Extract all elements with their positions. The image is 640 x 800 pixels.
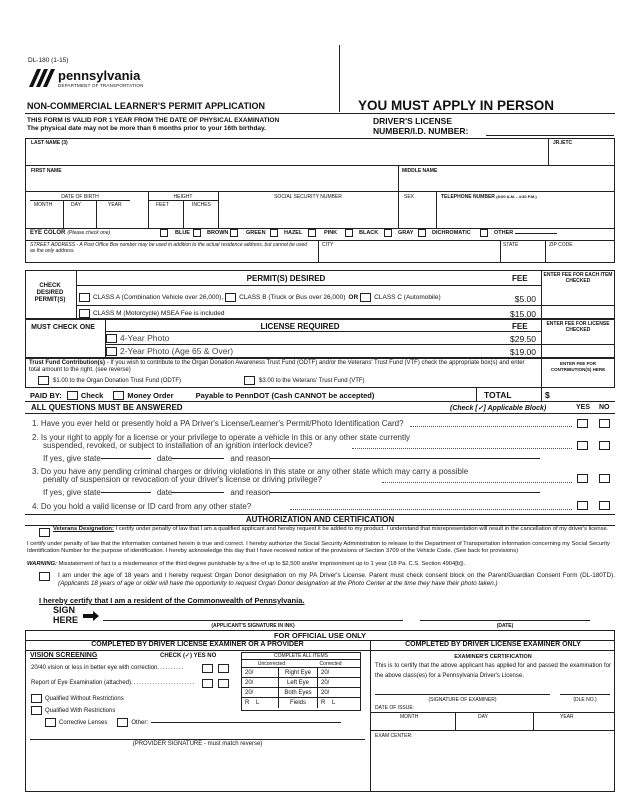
vision-20-40-no[interactable] <box>218 664 229 673</box>
pa-logo <box>27 67 57 91</box>
issue-month-label: MONTH <box>400 714 419 720</box>
provider-signature-caption: (PROVIDER SIGNATURE - must match reverse) <box>132 741 263 747</box>
examiner-cert-title: EXAMINER'S CERTIFICATION <box>454 654 532 660</box>
other-restriction-label: Other: <box>131 719 149 726</box>
license-2yr-checkbox[interactable] <box>106 347 117 356</box>
auth-header: AUTHORIZATION AND CERTIFICATION <box>245 515 395 524</box>
jr-field[interactable] <box>552 146 612 162</box>
or-label: OR <box>348 294 359 301</box>
street-label: STREET ADDRESS - A Post Office Box number may be used in addition to the actual residence address, but cannot be used as the only address. <box>30 242 308 254</box>
trust-vtf-row <box>244 376 365 385</box>
license-header: LICENSE REQUIRED <box>260 322 340 331</box>
dob-month-label: MONTH <box>34 202 53 208</box>
pay-money-order-checkbox[interactable] <box>113 391 124 400</box>
eye-opt-green[interactable]: GREEN <box>230 229 266 237</box>
check-note: (Check [✓] Applicable Block) <box>450 405 547 412</box>
applicant-signature-line[interactable] <box>103 620 403 621</box>
pay-money-order-label: Money Order <box>127 391 174 400</box>
complete-all-label: COMPLETE ALL ITEMS <box>242 653 360 660</box>
question-2-line2: suspended, revoked, or subject to installation of an ignition interlock device? <box>43 441 313 450</box>
question-4: 4. Do you hold a valid license or ID card from any other state? <box>32 502 252 511</box>
question-3-line2: penalty of suspension or revocation of your driver's license or driving privilege? <box>43 475 323 484</box>
qualified-without-row <box>31 694 124 703</box>
eye-opt-brown[interactable]: BROWN <box>193 229 228 237</box>
eye-opt-other[interactable]: OTHER <box>480 229 557 237</box>
height-inches-label: INCHES <box>192 202 211 208</box>
ssn-label: SOCIAL SECURITY NUMBER <box>274 194 342 200</box>
class-m-checkbox[interactable] <box>79 309 90 318</box>
q4-no-checkbox[interactable] <box>599 501 610 510</box>
questions-header: ALL QUESTIONS MUST BE ANSWERED <box>31 403 183 412</box>
vision-grid-row-right: 20/ Right Eye 20/ <box>242 668 360 678</box>
vision-check-header: CHECK (✓) YES NO <box>160 653 217 659</box>
report-eye-no[interactable] <box>218 679 229 688</box>
qualified-with-label: Qualified With Restrictions <box>45 707 116 714</box>
other-restriction-field[interactable] <box>151 722 341 723</box>
class-a-checkbox[interactable] <box>79 293 90 302</box>
other-restriction-checkbox[interactable] <box>117 718 128 727</box>
q3-state-field[interactable] <box>101 492 151 493</box>
vision-screening-label: VISION SCREENING <box>30 652 98 659</box>
trust-enter-fee: ENTER FEE FOR CONTRIBUTION(S) HERE <box>550 361 606 372</box>
question-3-line1: 3. Do you have any pending criminal charges or driving violations in this state or any other state which may carry a possible <box>32 467 469 476</box>
corrective-lenses-checkbox[interactable] <box>45 718 56 727</box>
m-fee: $15.00 <box>510 309 536 319</box>
official-left-header: COMPLETED BY DRIVER LICENSE EXAMINER OR A PROVIDER <box>91 641 304 648</box>
abc-fee: $5.00 <box>514 294 536 304</box>
class-m-label: CLASS M (Motorcycle) MSEA Fee is included <box>93 310 225 317</box>
permit-m-row <box>79 309 225 318</box>
logo-text: pennsylvania <box>58 68 141 83</box>
license-2yr-fee: $19.00 <box>510 347 536 357</box>
q1-no-checkbox[interactable] <box>599 419 610 428</box>
payable-note: Payable to PennDOT (Cash CANNOT be accepted) <box>195 391 375 400</box>
eye-opt-hazel[interactable]: HAZEL <box>270 229 302 237</box>
valid-notice: THIS FORM IS VALID FOR 1 YEAR FROM THE DATE OF PHYSICAL EXAMINATION <box>27 117 280 124</box>
physical-notice: The physical date may not be more than 6 months prior to your 16th birthday. <box>27 125 266 132</box>
q4-yes-checkbox[interactable] <box>577 501 588 510</box>
first-name-field[interactable] <box>30 174 395 189</box>
eye-color-row <box>30 230 110 236</box>
eye-opt-pink[interactable]: PINK <box>308 229 337 237</box>
warning-text: WARNING: Misstatement of fact is a misdemeanor of the third degree punishable by a fine of up to $2,500 and/or imprisonment up to 1 year (18 Pa. C.S. Section 4904[b]). <box>27 561 466 567</box>
dob-day-label: DAY <box>71 202 81 208</box>
height-label: HEIGHT <box>173 194 193 200</box>
veterans-text: Veterans Designation: I certify under penalty of law that I am a qualified applicant and hereby request it be added to my product. I understand that misrepresentation will result in the cancellation of my driver's license. <box>53 526 609 532</box>
payment-row <box>30 391 374 400</box>
vision-grid <box>241 652 361 711</box>
class-b-checkbox[interactable] <box>225 293 236 302</box>
trust-vtf-label: $3.00 to the Veterans' Trust Fund (VTF) <box>259 377 365 384</box>
vision-20-40-yes[interactable] <box>202 664 213 673</box>
q3-date-field[interactable] <box>172 492 224 493</box>
q1-yes-checkbox[interactable] <box>577 419 588 428</box>
vision-grid-row-both: 20/ Both Eyes 20/ <box>242 688 360 698</box>
q3-no-checkbox[interactable] <box>599 474 610 483</box>
dle-number-caption: (DLE NO.) <box>573 697 597 703</box>
yes-header: YES <box>576 404 591 411</box>
qualified-with-checkbox[interactable] <box>31 706 42 715</box>
class-c-label: CLASS C (Automobile) <box>374 294 441 301</box>
jr-label: JR./ETC <box>553 140 573 146</box>
official-use-header: FOR OFFICIAL USE ONLY <box>273 631 367 640</box>
applicant-date-caption: (DATE) <box>496 623 514 629</box>
q2-reason-field[interactable] <box>270 458 540 459</box>
report-eye-exam: Report of Eye Examination (attached)........................ <box>31 680 196 686</box>
organ-donor-text: I am under the age of 18 years and I hereby request Organ Donor designation on my PA Driver's License. Parent must check consent block on the Parent/Guardian Consent Form (DL-180TD). (Applicants 18 years of age or older will have the opportunity to request Organ Donor designation at the Photo Center at the time they have their photo taken.) <box>58 572 615 587</box>
eye-opt-gray[interactable]: GRAY <box>384 229 413 237</box>
qualified-without-label: Qualified Without Restrictions <box>45 695 124 702</box>
first-name-label: FIRST NAME <box>31 168 62 174</box>
q3-yes-checkbox[interactable] <box>577 474 588 483</box>
permits-fee-header: FEE <box>512 274 528 283</box>
exam-center-label: EXAM CENTER: <box>375 733 413 739</box>
resident-certify: I hereby certify that I am a resident of the Commonwealth of Pennsylvania. <box>39 596 305 605</box>
question-2-line1: 2. Is your right to apply for a license or your privilege to operate a vehicle in this or any other state currently <box>32 433 410 442</box>
dob-year-label: YEAR <box>108 202 122 208</box>
class-c-checkbox[interactable] <box>360 293 371 302</box>
qualified-with-row <box>31 706 115 715</box>
dle-number-line[interactable] <box>560 694 610 695</box>
trust-odtf-label: $1.00 to the Organ Donation Trust Fund (ODTF) <box>53 377 182 384</box>
telephone-label: TELEPHONE NUMBER (8:00 A.M. - 4:30 P.M.) <box>441 194 537 200</box>
q2-followup: If yes, give state date and reason <box>43 454 540 463</box>
no-header: NO <box>599 404 610 411</box>
sex-label: SEX <box>404 194 415 200</box>
examiner-signature-caption: (SIGNATURE OF EXAMINER) <box>428 697 497 703</box>
form-id: DL-180 (1-15) <box>28 57 69 64</box>
license-2yr-row <box>106 346 233 356</box>
permits-enter-fee: ENTER FEE FOR EACH ITEM CHECKED <box>543 272 613 284</box>
eye-opt-blue[interactable]: BLUE <box>160 229 190 237</box>
trust-odtf-checkbox[interactable] <box>38 376 49 385</box>
eye-color-label: EYE COLOR <box>30 230 66 236</box>
q2-date-field[interactable] <box>172 458 224 459</box>
eye-color-note: (Please check one) <box>67 230 111 236</box>
license-4yr-fee: $29.50 <box>510 334 536 344</box>
height-feet-label: FEET <box>156 202 169 208</box>
veterans-checkbox[interactable] <box>39 528 50 537</box>
eye-opt-dichromatic[interactable]: DICHROMATIC <box>418 229 471 237</box>
vision-grid-row-left: 20/ Left Eye 20/ <box>242 678 360 688</box>
corrective-lenses-label: Corrective Lenses <box>59 719 108 726</box>
trust-odtf-row <box>38 376 181 385</box>
license-4yr-row <box>106 333 169 343</box>
report-eye-yes[interactable] <box>202 679 213 688</box>
restrictions-row <box>45 718 341 727</box>
total-label: TOTAL <box>484 390 512 400</box>
q3-followup: If yes, give state date and reason <box>43 488 540 497</box>
organ-donor-checkbox[interactable] <box>39 572 50 581</box>
paid-by-label: PAID BY: <box>30 391 62 400</box>
middle-name-label: MIDDLE NAME <box>402 168 438 174</box>
total-dollar: $ <box>545 390 550 400</box>
dob-label: DATE OF BIRTH <box>61 194 99 200</box>
examiner-cert-text: This is to certify that the above applicant has applied for and passed the examination for the above class(es) for a Pennsylvania Driver's License. <box>375 663 611 679</box>
pay-check-checkbox[interactable] <box>67 391 78 400</box>
q3-reason-field[interactable] <box>270 492 540 493</box>
date-of-issue-label: DATE OF ISSUE: <box>375 705 415 711</box>
total-field[interactable] <box>552 389 612 400</box>
sign-here-label: SIGN HERE <box>53 605 79 625</box>
check-permits-label: CHECK DESIRED PERMIT(S) <box>34 283 66 303</box>
vision-grid-row-fields: R L Fields R L <box>245 700 336 706</box>
class-a-label: CLASS A (Combination Vehicle over 26,000), <box>93 294 224 301</box>
issue-day-label: DAY <box>478 714 488 720</box>
must-apply-banner: YOU MUST APPLY IN PERSON <box>358 98 555 113</box>
dl-label-2: NUMBER/I.D. NUMBER: <box>373 126 469 136</box>
permits-header: PERMIT(S) DESIRED <box>246 274 326 283</box>
applicant-date-line[interactable] <box>420 620 590 621</box>
arrow-right-icon <box>83 611 99 621</box>
trust-fund-text: Trust Fund Contribution(s) - If you wish to contribute to the Organ Donation Awareness Trust Fund (ODTF) and/or the Veterans' Trust Fund (VTF) check the appropriate box(s) and enter total amount to the right. (see reverse) <box>29 360 525 373</box>
dept-name: DEPARTMENT OF TRANSPORTATION <box>58 83 144 88</box>
official-right-header: COMPLETED BY DRIVER LICENSE EXAMINER ONLY <box>405 641 581 648</box>
certify-text: I certify under penalty of law that the information contained herein is true and correct. I hereby authorize the Social Security Administration to release to the Department of Transportation information concerning my Social Security Identification Number for the purpose of identification. I hereby acknowledge this day that I have received notice of the provisions of Section 3709 of the Vehicle Code. (See back for provisions) <box>27 541 610 554</box>
city-label: CITY <box>322 242 334 248</box>
state-label: STATE <box>503 242 519 248</box>
license-4yr-label: 4-Year Photo <box>120 333 170 343</box>
license-2yr-label: 2-Year Photo (Age 65 & Over) <box>120 346 234 356</box>
ssn-field[interactable] <box>222 202 394 226</box>
license-4yr-checkbox[interactable] <box>106 334 117 343</box>
q2-no-checkbox[interactable] <box>599 441 610 450</box>
telephone-field[interactable] <box>440 202 610 226</box>
class-b-label: CLASS B (Truck or Bus over 26,000) <box>239 294 346 301</box>
license-enter-fee: ENTER FEE FOR LICENSE CHECKED <box>546 321 610 333</box>
middle-name-field[interactable] <box>401 174 611 189</box>
dl-label-1: DRIVER'S LICENSE <box>373 116 453 126</box>
zip-label: ZIP CODE <box>549 242 573 248</box>
provider-signature-line[interactable] <box>30 739 365 740</box>
license-fee-header: FEE <box>512 322 528 331</box>
q2-yes-checkbox[interactable] <box>577 441 588 450</box>
form-title: NON-COMMERCIAL LEARNER'S PERMIT APPLICATION <box>27 101 265 111</box>
must-check-one-label: MUST CHECK ONE <box>31 324 95 331</box>
question-1: 1. Have you ever held or presently hold a PA Driver's License/Learner's Permit/Photo Identification Card? <box>32 419 404 428</box>
last-name-label: LAST NAME (3) <box>31 140 68 146</box>
keystone-logo-icon <box>27 67 57 89</box>
issue-year-label: YEAR <box>560 714 574 720</box>
last-name-field[interactable] <box>30 146 545 162</box>
permit-abc-row <box>79 293 441 302</box>
vision-20-40: 20/40 vision or less in better eye with correction.......... <box>31 665 185 671</box>
q2-state-field[interactable] <box>101 458 151 459</box>
applicant-signature-caption: (APPLICANT'S SIGNATURE IN INK) <box>211 623 295 629</box>
vision-grid-head: Uncorrected Corrected <box>242 660 360 668</box>
trust-vtf-checkbox[interactable] <box>244 376 255 385</box>
pay-check-label: Check <box>80 391 104 400</box>
qualified-without-checkbox[interactable] <box>31 694 42 703</box>
eye-opt-black[interactable]: BLACK <box>345 229 378 237</box>
examiner-signature-line[interactable] <box>375 694 550 695</box>
